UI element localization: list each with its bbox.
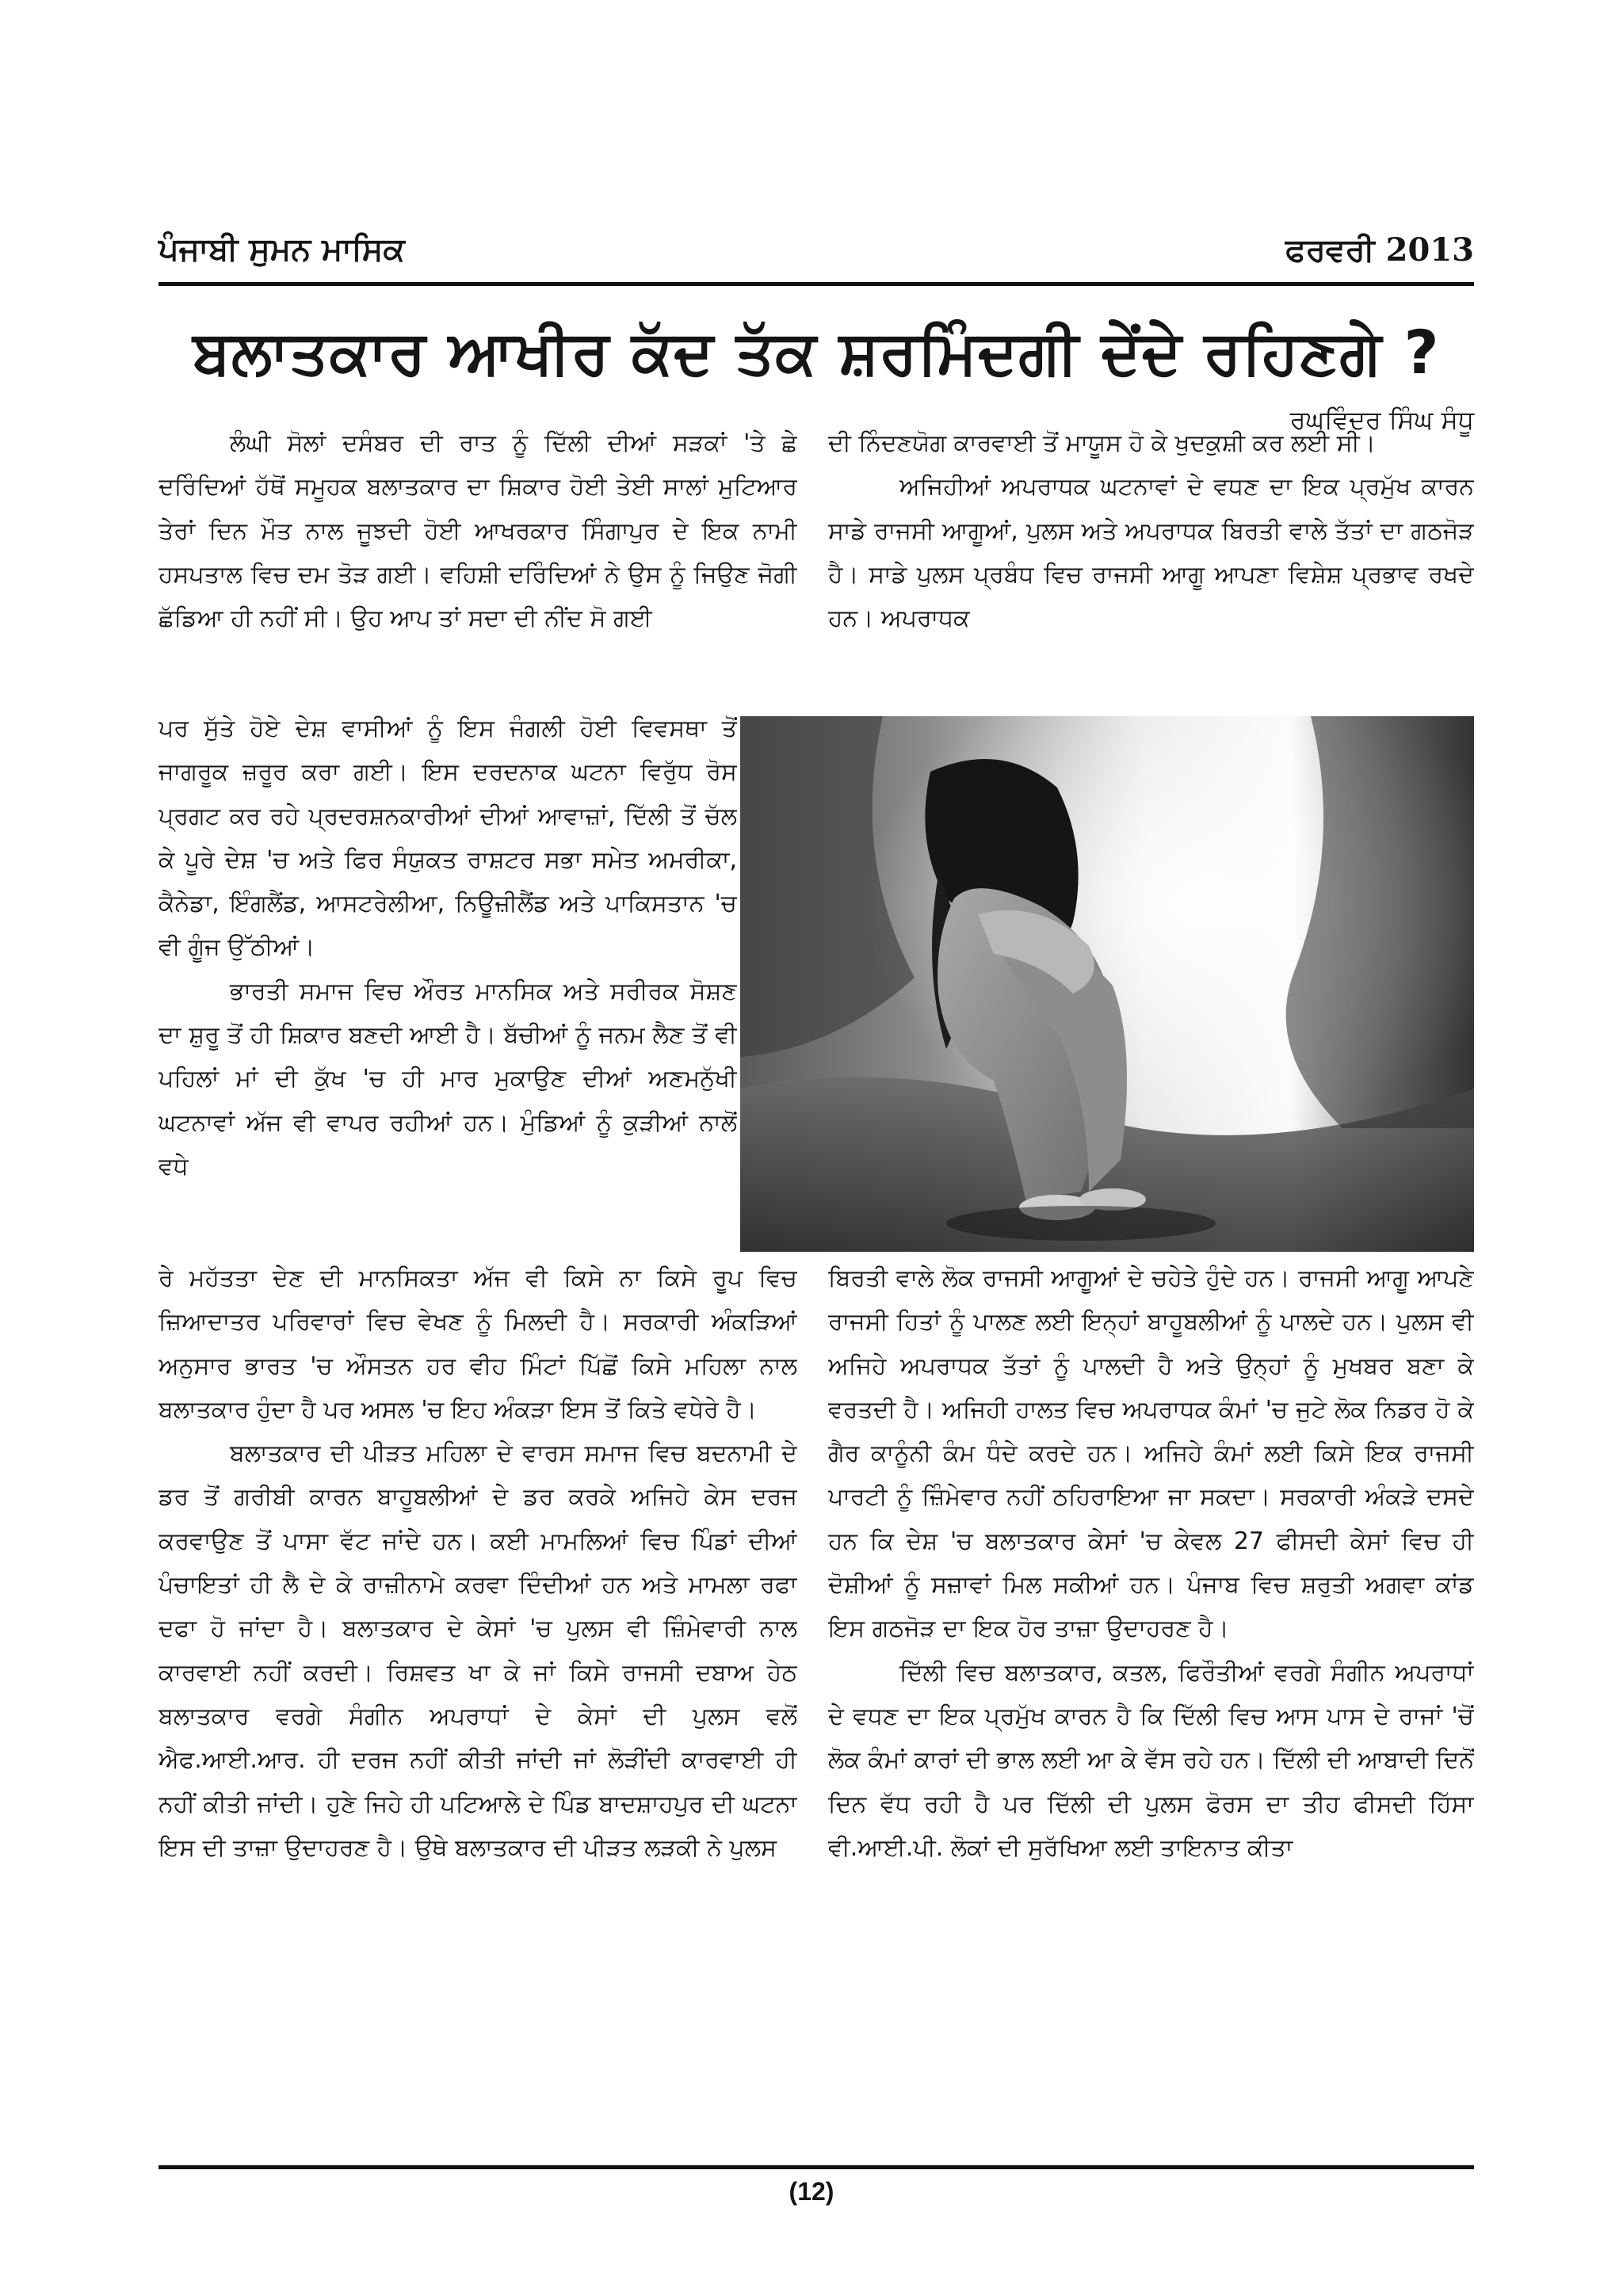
page-number: (12) <box>789 2177 834 2206</box>
paragraph-text: ਲੰਘੀ ਸੋਲਾਂ ਦਸੰਬਰ ਦੀ ਰਾਤ ਨੂੰ ਦਿੱਲੀ ਦੀਆਂ ਸੜਕਾਂ 'ਤੇ ਛੇ ਦਰਿੰਦਿਆਂ ਹੱਥੋਂ ਸਮੂਹਕ ਬਲਾਤਕਾਰ ਦਾ ਸ਼ਿਕਾਰ ਹੋਈ ਤੇਈ ਸਾਲਾਂ ਮੁਟਿਆਰ ਤੇਰਾਂ ਦਿਨ ਮੌਤ ਨਾਲ ਜੂਝਦੀ ਹੋਈ ਆਖਰਕਾਰ ਸਿੰਗਾਪੁਰ ਦੇ ਇਕ ਨਾਮੀ ਹਸਪਤਾਲ ਵਿਚ ਦਮ ਤੋੜ ਗਈ। ਵਹਿਸ਼ੀ ਦਰਿੰਦਿਆਂ ਨੇ ਉਸ ਨੂੰ ਜਿਉਣ ਜੋਗੀ ਛੱਡਿਆ ਹੀ ਨਹੀਂ ਸੀ। ਉਹ ਆਪ ਤਾਂ ਸਦਾ ਦੀ ਨੀਂਦ ਸੋ ਗਈ <box>158 429 797 633</box>
paragraph <box>158 1257 797 1432</box>
article-photo <box>740 716 1474 1252</box>
paragraph <box>158 1432 797 1870</box>
paragraph-text: ਬਿਰਤੀ ਵਾਲੇ ਲੋਕ ਰਾਜਸੀ ਆਗੂਆਂ ਦੇ ਚਹੇਤੇ ਹੁੰਦੇ ਹਨ। ਰਾਜਸੀ ਆਗੂ ਆਪਣੇ ਰਾਜਸੀ ਹਿਤਾਂ ਨੂੰ ਪਾਲਣ ਲਈ ਇਨ੍ਹਾਂ ਬਾਹੂਬਲੀਆਂ ਨੂੰ ਪਾਲਦੇ ਹਨ। ਪੁਲਸ ਵੀ ਅਜਿਹੇ ਅਪਰਾਧਕ ਤੱਤਾਂ ਨੂੰ ਪਾਲਦੀ ਹੈ ਅਤੇ ਉਨ੍ਹਾਂ ਨੂੰ ਮੁਖਬਰ ਬਣਾ ਕੇ ਵਰਤਦੀ ਹੈ। ਅਜਿਹੀ ਹਾਲਤ ਵਿਚ ਅਪਰਾਧਕ ਕੰਮਾਂ 'ਚ ਜੁਟੇ ਲੋਕ ਨਿਡਰ ਹੋ ਕੇ ਗੈਰ ਕਾਨੂੰਨੀ ਕੰਮ ਧੰਦੇ ਕਰਦੇ ਹਨ। ਅਜਿਹੇ ਕੰਮਾਂ ਲਈ ਕਿਸੇ ਇਕ ਰਾਜਸੀ ਪਾਰਟੀ ਨੂੰ ਜ਼ਿੰਮੇਵਾਰ ਨਹੀਂ ਠਹਿਰਾਇਆ ਜਾ ਸਕਦਾ। ਸਰਕਾਰੀ ਅੰਕੜੇ ਦਸਦੇ ਹਨ ਕਿ ਦੇਸ਼ 'ਚ ਬਲਾਤਕਾਰ ਕੇਸਾਂ 'ਚ ਕੇਵਲ 27 ਫੀਸਦੀ ਕੇਸਾਂ ਵਿਚ ਹੀ ਦੋਸ਼ੀਆਂ ਨੂੰ ਸਜ਼ਾਵਾਂ ਮਿਲ ਸਕੀਆਂ ਹਨ। ਪੰਜਾਬ ਵਿਚ ਸ਼ਰੁਤੀ ਅਗਵਾ ਕਾਂਡ ਇਸ ਗਠਜੋੜ ਦਾ ਇਕ ਹੋਰ ਤਾਜ਼ਾ ਉਦਾਹਰਣ ਹੈ। <box>828 1264 1474 1643</box>
footer-rule <box>158 2165 1474 2169</box>
paragraph-text: ਬਲਾਤਕਾਰ ਦੀ ਪੀੜਤ ਮਹਿਲਾ ਦੇ ਵਾਰਸ ਸਮਾਜ ਵਿਚ ਬਦਨਾਮੀ ਦੇ ਡਰ ਤੋਂ ਗਰੀਬੀ ਕਾਰਨ ਬਾਹੂਬਲੀਆਂ ਦੇ ਡਰ ਕਰਕੇ ਅਜਿਹੇ ਕੇਸ ਦਰਜ ਕਰਵਾਉਣ ਤੋਂ ਪਾਸਾ ਵੱਟ ਜਾਂਦੇ ਹਨ। ਕਈ ਮਾਮਲਿਆਂ ਵਿਚ ਪਿੰਡਾਂ ਦੀਆਂ ਪੰਚਾਇਤਾਂ ਹੀ ਲੈ ਦੇ ਕੇ ਰਾਜ਼ੀਨਾਮੇ ਕਰਵਾ ਦਿੰਦੀਆਂ ਹਨ ਅਤੇ ਮਾਮਲਾ ਰਫਾ ਦਫਾ ਹੋ ਜਾਂਦਾ ਹੈ। ਬਲਾਤਕਾਰ ਦੇ ਕੇਸਾਂ 'ਚ ਪੁਲਸ ਵੀ ਜ਼ਿੰਮੇਵਾਰੀ ਨਾਲ ਕਾਰਵਾਈ ਨਹੀਂ ਕਰਦੀ। ਰਿਸ਼ਵਤ ਖਾ ਕੇ ਜਾਂ ਕਿਸੇ ਰਾਜਸੀ ਦਬਾਅ ਹੇਠ ਬਲਾਤਕਾਰ ਵਰਗੇ ਸੰਗੀਨ ਅਪਰਾਧਾਂ ਦੇ ਕੇਸਾਂ ਦੀ ਪੁਲਸ ਵਲੋਂ ਐਫ.ਆਈ.ਆਰ. ਹੀ ਦਰਜ ਨਹੀਂ ਕੀਤੀ ਜਾਂਦੀ ਜਾਂ ਲੋੜੀਂਦੀ ਕਾਰਵਾਈ ਹੀ ਨਹੀਂ ਕੀਤੀ ਜਾਂਦੀ। ਹੁਣੇ ਜਿਹੇ ਹੀ ਪਟਿਆਲੇ ਦੇ ਪਿੰਡ ਬਾਦਸ਼ਾਹਪੁਰ ਦੀ ਘਟਨਾ ਇਸ ਦੀ ਤਾਜ਼ਾ ਉਦਾਹਰਣ ਹੈ। ਉਥੇ ਬਲਾਤਕਾਰ ਦੀ ਪੀੜਤ ਲੜਕੀ ਨੇ ਪੁਲਸ <box>158 1440 797 1862</box>
publication-name: ਪੰਜਾਬੀ ਸੁਮਨ ਮਾਸਿਕ <box>158 231 405 268</box>
paragraph-text: ਦੀ ਨਿੰਦਣਯੋਗ ਕਾਰਵਾਈ ਤੋਂ ਮਾਯੂਸ ਹੋ ਕੇ ਖੁਦਕੁਸ਼ੀ ਕਰ ਲਈ ਸੀ। <box>828 429 1376 457</box>
left-column-top <box>158 421 797 730</box>
paragraph <box>828 421 1474 465</box>
grieving-girl-photo <box>740 716 1474 1252</box>
left-column-wrap <box>158 707 737 1250</box>
right-column-bottom <box>828 1257 1474 2150</box>
paragraph <box>828 1257 1474 1651</box>
left-column-bottom <box>158 1257 797 2150</box>
page-header <box>158 230 1474 286</box>
article-author: ਰਘਵਿੰਦਰ ਸਿੰਘ ਸੰਧੂ <box>1289 405 1474 435</box>
paragraph-text: ਭਾਰਤੀ ਸਮਾਜ ਵਿਚ ਔਰਤ ਮਾਨਸਿਕ ਅਤੇ ਸਰੀਰਕ ਸੋਸ਼ਣ ਦਾ ਸ਼ੁਰੂ ਤੋਂ ਹੀ ਸ਼ਿਕਾਰ ਬਣਦੀ ਆਈ ਹੈ। ਬੱਚੀਆਂ ਨੂੰ ਜਨਮ ਲੈਣ ਤੋਂ ਵੀ ਪਹਿਲਾਂ ਮਾਂ ਦੀ ਕੁੱਖ 'ਚ ਹੀ ਮਾਰ ਮੁਕਾਉਣ ਦੀਆਂ ਅਣਮਨੁੱਖੀ ਘਟਨਾਵਾਂ ਅੱਜ ਵੀ ਵਾਪਰ ਰਹੀਆਂ ਹਨ। ਮੁੰਡਿਆਂ ਨੂੰ ਕੁੜੀਆਂ ਨਾਲੋਂ ਵਧੇ <box>158 977 737 1180</box>
paragraph <box>158 707 737 970</box>
paragraph-text: ਦਿੱਲੀ ਵਿਚ ਬਲਾਤਕਾਰ, ਕਤਲ, ਫਿਰੌਤੀਆਂ ਵਰਗੇ ਸੰਗੀਨ ਅਪਰਾਧਾਂ ਦੇ ਵਧਣ ਦਾ ਇਕ ਪ੍ਰਮੁੱਖ ਕਾਰਨ ਹੈ ਕਿ ਦਿੱਲੀ ਵਿਚ ਆਸ ਪਾਸ ਦੇ ਰਾਜਾਂ 'ਚੋਂ ਲੋਕ ਕੰਮਾਂ ਕਾਰਾਂ ਦੀ ਭਾਲ ਲਈ ਆ ਕੇ ਵੱਸ ਰਹੇ ਹਨ। ਦਿੱਲੀ ਦੀ ਆਬਾਦੀ ਦਿਨੋਂ ਦਿਨ ਵੱਧ ਰਹੀ ਹੈ ਪਰ ਦਿੱਲੀ ਦੀ ਪੁਲਸ ਫੋਰਸ ਦਾ ਤੀਹ ਫੀਸਦੀ ਹਿੱਸਾ ਵੀ.ਆਈ.ਪੀ. ਲੋਕਾਂ ਦੀ ਸੁਰੱਖਿਆ ਲਈ ਤਾਇਨਾਤ ਕੀਤਾ <box>828 1658 1474 1862</box>
paragraph-text: ਪਰ ਸੁੱਤੇ ਹੋਏ ਦੇਸ਼ ਵਾਸੀਆਂ ਨੂੰ ਇਸ ਜੰਗਲੀ ਹੋਈ ਵਿਵਸਥਾ ਤੋਂ ਜਾਗਰੂਕ ਜ਼ਰੂਰ ਕਰਾ ਗਈ। ਇਸ ਦਰਦਨਾਕ ਘਟਨਾ ਵਿਰੁੱਧ ਰੋਸ ਪ੍ਰਗਟ ਕਰ ਰਹੇ ਪ੍ਰਦਰਸ਼ਨਕਾਰੀਆਂ ਦੀਆਂ ਆਵਾਜ਼ਾਂ, ਦਿੱਲੀ ਤੋਂ ਚੱਲ ਕੇ ਪੂਰੇ ਦੇਸ਼ 'ਚ ਅਤੇ ਫਿਰ ਸੰਯੁਕਤ ਰਾਸ਼ਟਰ ਸਭਾ ਸਮੇਤ ਅਮਰੀਕਾ, ਕੈਨੇਡਾ, ਇੰਗਲੈਂਡ, ਆਸਟਰੇਲੀਆ, ਨਿਊਜ਼ੀਲੈਂਡ ਅਤੇ ਪਾਕਿਸਤਾਨ 'ਚ ਵੀ ਗੂੰਜ ਉੱਠੀਆਂ। <box>158 715 737 962</box>
paragraph <box>158 421 797 640</box>
right-column-top <box>828 421 1474 686</box>
issue-date <box>1285 231 1474 269</box>
paragraph <box>158 970 737 1188</box>
article-title: ਬਲਾਤਕਾਰ ਆਖੀਰ ਕੱਦ ਤੱਕ ਸ਼ਰਮਿੰਦਗੀ ਦੇਂਦੇ ਰਹਿਣਗੇ ? <box>193 317 1440 387</box>
issue-year: 2013 <box>1385 231 1474 269</box>
paragraph <box>828 465 1474 640</box>
paragraph-text: ਅਜਿਹੀਆਂ ਅਪਰਾਧਕ ਘਟਨਾਵਾਂ ਦੇ ਵਧਣ ਦਾ ਇਕ ਪ੍ਰਮੁੱਖ ਕਾਰਨ ਸਾਡੇ ਰਾਜਸੀ ਆਗੂਆਂ, ਪੁਲਸ ਅਤੇ ਅਪਰਾਧਕ ਬਿਰਤੀ ਵਾਲੇ ਤੱਤਾਂ ਦਾ ਗਠਜੋੜ ਹੈ। ਸਾਡੇ ਪੁਲਸ ਪ੍ਰਬੰਧ ਵਿਚ ਰਾਜਸੀ ਆਗੂ ਆਪਣਾ ਵਿਸ਼ੇਸ਼ ਪ੍ਰਭਾਵ ਰਖਦੇ ਹਨ। ਅਪਰਾਧਕ <box>828 473 1474 633</box>
issue-month: ਫਰਵਰੀ <box>1285 232 1375 269</box>
paragraph <box>828 1651 1474 1870</box>
paragraph-text: ਰੇ ਮਹੱਤਤਾ ਦੇਣ ਦੀ ਮਾਨਸਿਕਤਾ ਅੱਜ ਵੀ ਕਿਸੇ ਨਾ ਕਿਸੇ ਰੂਪ ਵਿਚ ਜ਼ਿਆਦਾਤਰ ਪਰਿਵਾਰਾਂ ਵਿਚ ਵੇਖਣ ਨੂੰ ਮਿਲਦੀ ਹੈ। ਸਰਕਾਰੀ ਅੰਕੜਿਆਂ ਅਨੁਸਾਰ ਭਾਰਤ 'ਚ ਔਸਤਨ ਹਰ ਵੀਹ ਮਿੰਟਾਂ ਪਿੱਛੋਂ ਕਿਸੇ ਮਹਿਲਾ ਨਾਲ ਬਲਾਤਕਾਰ ਹੁੰਦਾ ਹੈ ਪਰ ਅਸਲ 'ਚ ਇਹ ਅੰਕੜਾ ਇਸ ਤੋਂ ਕਿਤੇ ਵਧੇਰੇ ਹੈ। <box>158 1264 797 1424</box>
